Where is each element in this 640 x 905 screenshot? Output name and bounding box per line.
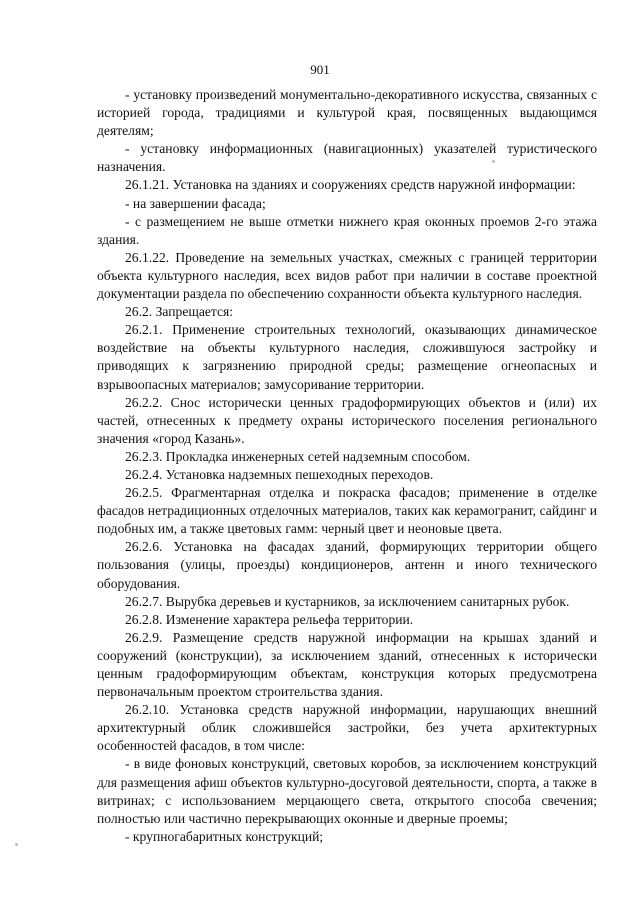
page-number: 901 [310,62,330,77]
paragraph: 26.2. Запрещается: [125,304,234,320]
paragraph: 26.2.2. Снос исторически ценных градоформирующих объектов и (или) их частей, отнесенных к предмету охраны исторического поселения регионального значения «город Казань». [97,394,597,446]
paragraph: 26.2.1. Применение строительных технологий, оказывающих динамическое воздействие на объекты культурного наследия, сложившуюся застройку и приводящих к загрязнению природной среды; размещение огнеопасных и взрывоопасных материалов; замусоривание территории. [97,322,597,392]
scan-speck [15,843,18,846]
paragraph: 26.2.4. Установка надземных пешеходных переходов. [125,466,434,482]
paragraph: 26.1.21. Установка на зданиях и сооружениях средств наружной информации: [125,177,576,193]
paragraph: 26.2.7. Вырубка деревьев и кустарников, за исключением санитарных рубок. [125,593,570,609]
scan-speck [492,160,495,163]
paragraph: - установку информационных (навигационных) указателей туристического назначения. [97,141,597,175]
paragraph: 26.2.10. Установка средств наружной информации, нарушающих внешний архитектурный облик сложившейся застройки, без учета архитектурных особенностей фасадов, в том числе: [97,702,597,754]
paragraph: - с размещением не выше отметки нижнего края оконных проемов 2-го этажа здания. [97,213,597,247]
paragraph: - в виде фоновых конструкций, световых коробов, за исключением конструкций для размещения афиш объектов культурно-досуговой деятельности, спорта, а также в витринах; с использованием мерцающего света, открытого способа свечения; полностью или частично перекрывающих оконные и дверные проемы; [97,756,597,826]
paragraph: 26.2.3. Прокладка инженерных сетей надземным способом. [125,448,471,464]
paragraph: - установку произведений монументально-декоративного искусства, связанных с историей города, традициями и культурой края, посвященных выдающимся деятелям; [97,87,597,139]
paragraph: - крупногабаритных конструкций; [125,828,324,844]
paragraph: - на завершении фасада; [125,195,266,211]
paragraph: 26.2.8. Изменение характера рельефа территории. [125,611,414,627]
paragraph: 26.2.9. Размещение средств наружной информации на крышах зданий и сооружений (конструкции), за исключением зданий, отнесенных к исторически ценным градоформирующим объектам, конструкция которых предусмотрена первоначальным проектом строительства здания. [97,629,597,700]
paragraph: 26.1.22. Проведение на земельных участках, смежных с границей территории объекта культурного наследия, всех видов работ при наличии в составе проектной документации раздела по обеспечению сохранности объекта культурного наследия. [97,249,597,302]
document-body [97,86,597,846]
paragraph: 26.2.6. Установка на фасадах зданий, формирующих территории общего пользования (улицы, проезды) кондиционеров, антенн и иного технического оборудования. [97,539,597,591]
paragraph: 26.2.5. Фрагментарная отделка и покраска фасадов; применение в отделке фасадов нетрадиционных отделочных материалов, таких как керамогранит, сайдинг и подобных им, а также цветовых гамм: черный цвет и неоновые цвета. [97,485,597,537]
